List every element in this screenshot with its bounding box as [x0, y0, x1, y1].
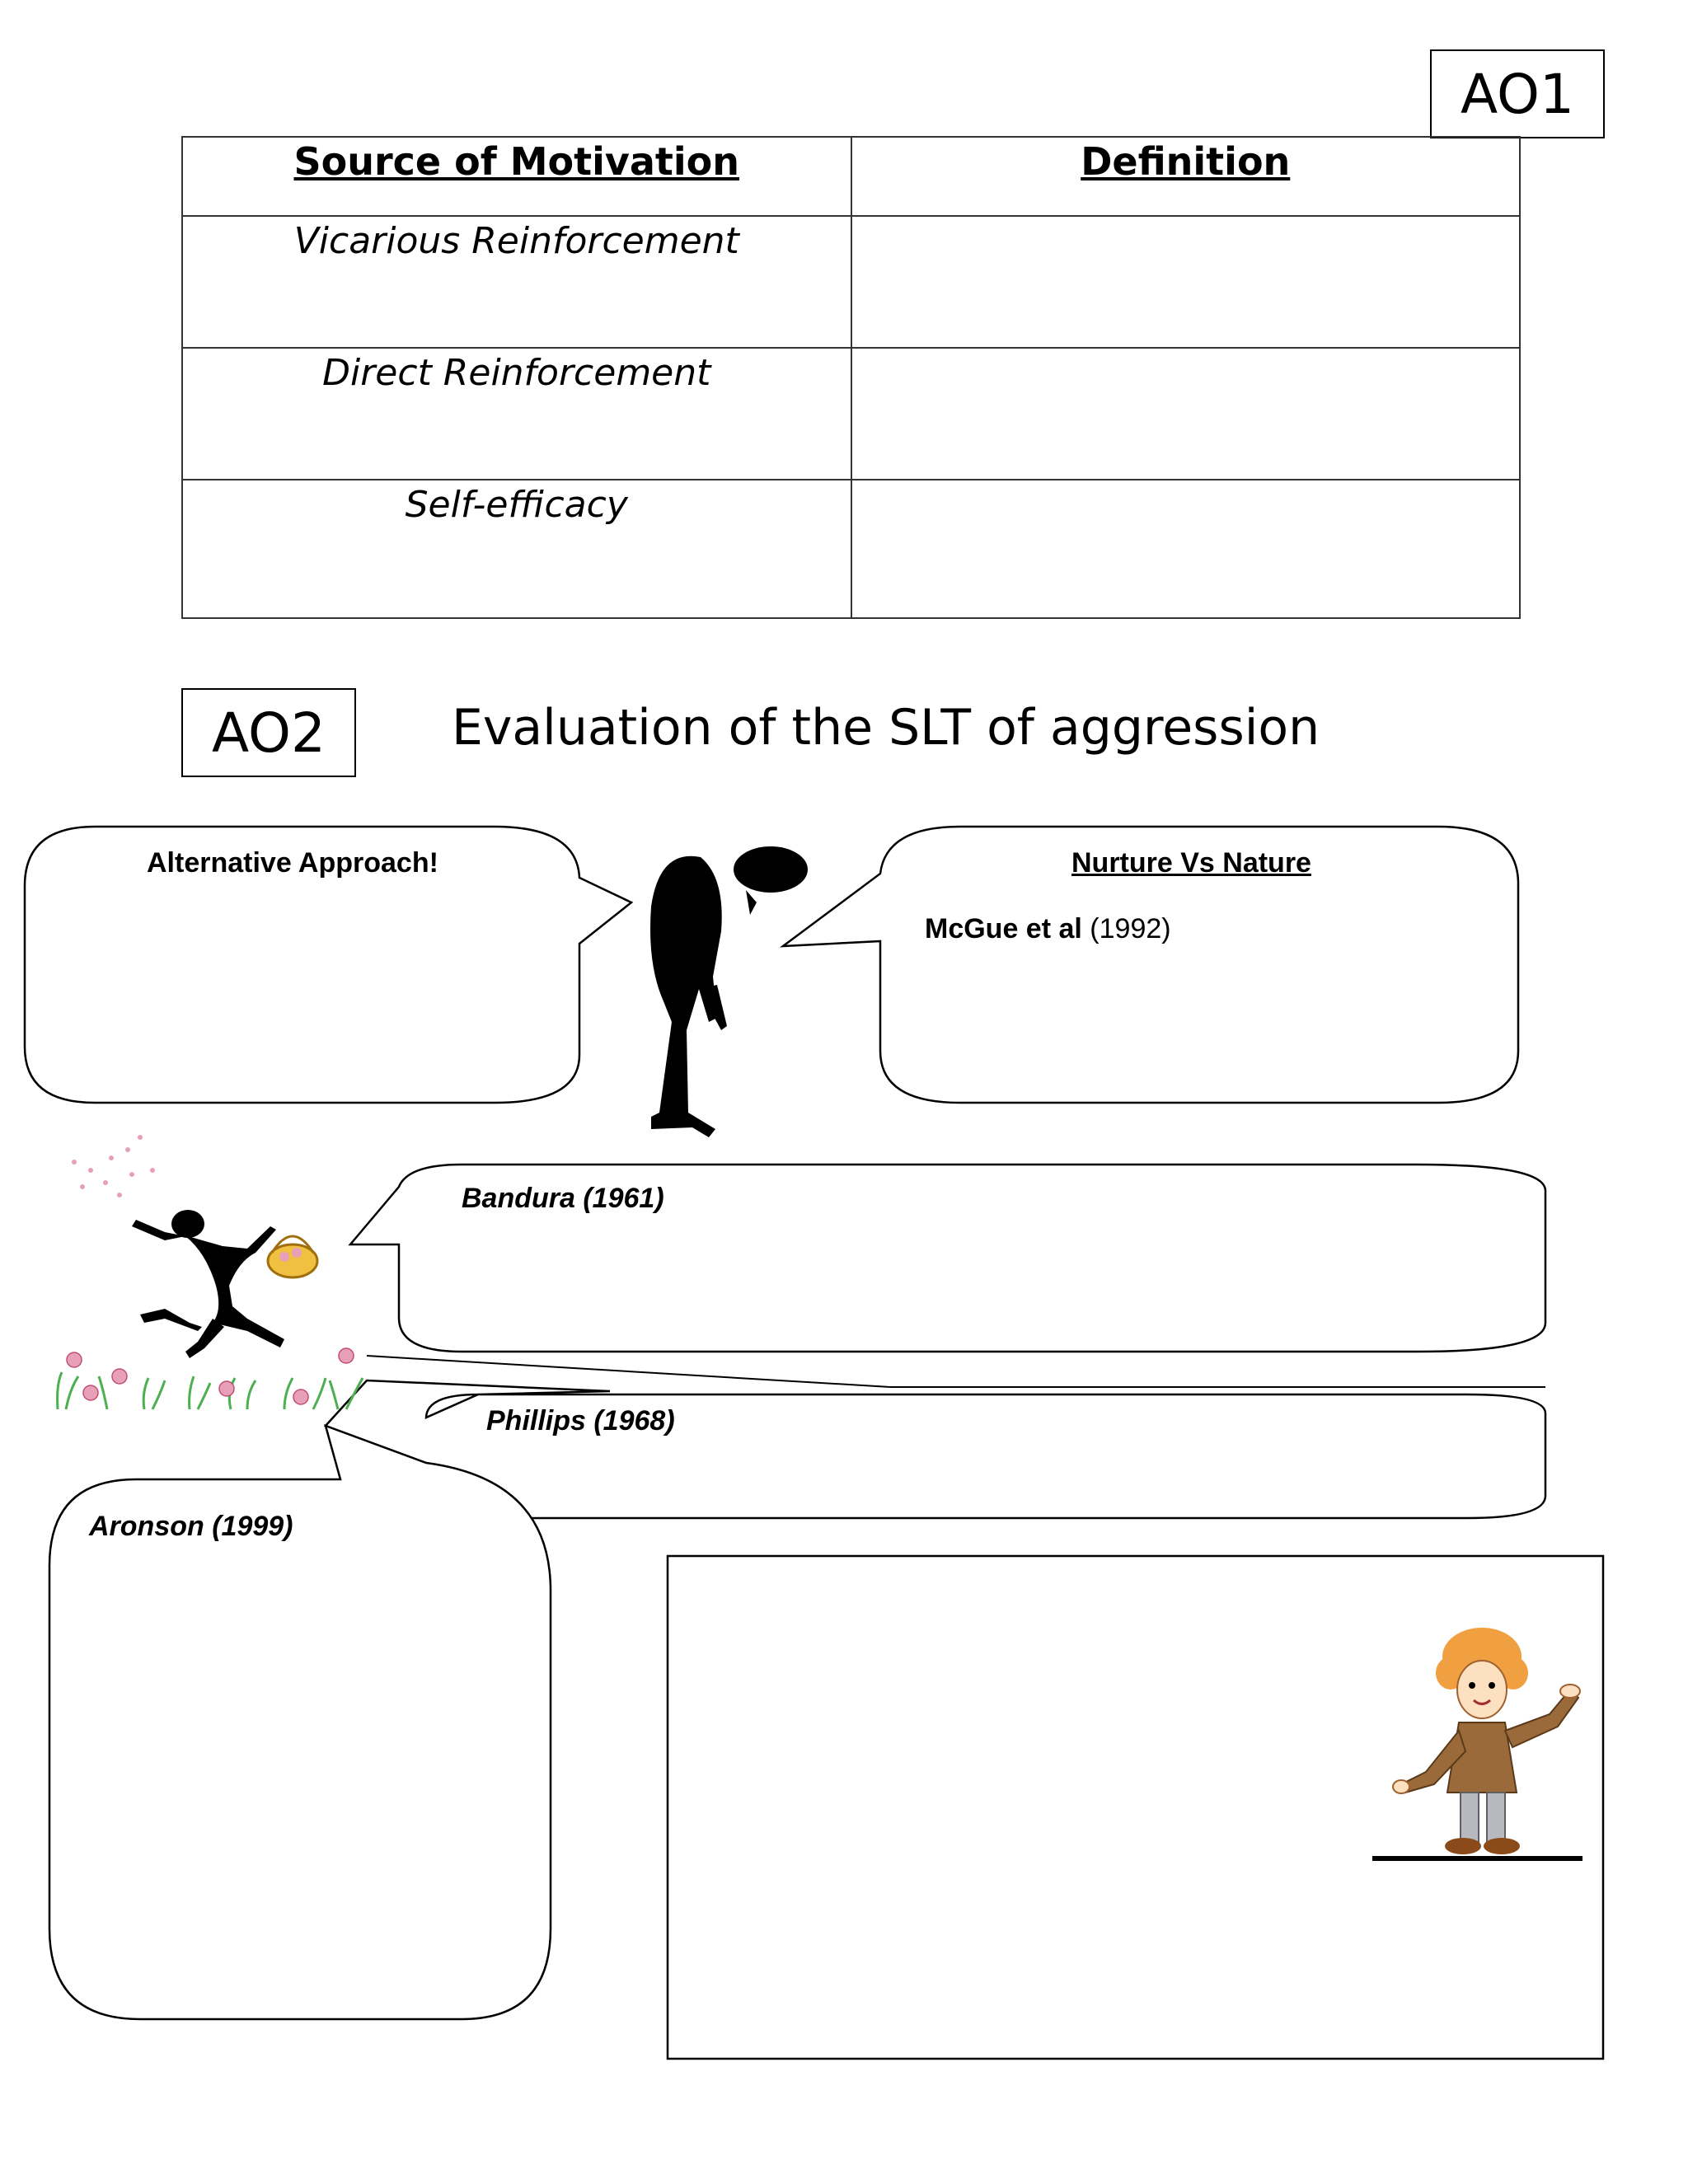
sad-figure-icon	[650, 846, 808, 1137]
source-cell: Vicarious Reinforcement	[182, 216, 851, 348]
table-row	[182, 348, 1520, 480]
ao1-tag: AO1	[1430, 49, 1605, 138]
citation-name: McGue et al	[925, 913, 1082, 944]
aronson-label: Aronson (1999)	[89, 1511, 293, 1542]
phillips-label: Phillips (1968)	[486, 1405, 675, 1436]
definition-cell[interactable]	[851, 216, 1521, 348]
citation-year: (1992)	[1090, 913, 1171, 944]
motivation-table	[181, 136, 1521, 619]
definition-cell[interactable]	[851, 480, 1521, 618]
table-row	[182, 216, 1520, 348]
source-cell: Self-efficacy	[182, 480, 851, 618]
definition-cell[interactable]	[851, 348, 1521, 480]
page-title: Evaluation of the SLT of aggression	[452, 699, 1320, 757]
alternative-approach-label: Alternative Approach!	[147, 847, 438, 879]
nurture-nature-label: Nurture Vs Nature	[1071, 847, 1311, 879]
source-cell: Direct Reinforcement	[182, 348, 851, 480]
header-source: Source of Motivation	[182, 137, 851, 216]
ao2-tag: AO2	[181, 688, 356, 777]
header-definition: Definition	[851, 137, 1521, 216]
mcgue-citation	[925, 913, 1171, 945]
bandura-label: Bandura (1961)	[462, 1183, 664, 1214]
table-header-row	[182, 137, 1520, 216]
table-row	[182, 480, 1520, 618]
happy-figure-icon	[58, 1135, 363, 1409]
